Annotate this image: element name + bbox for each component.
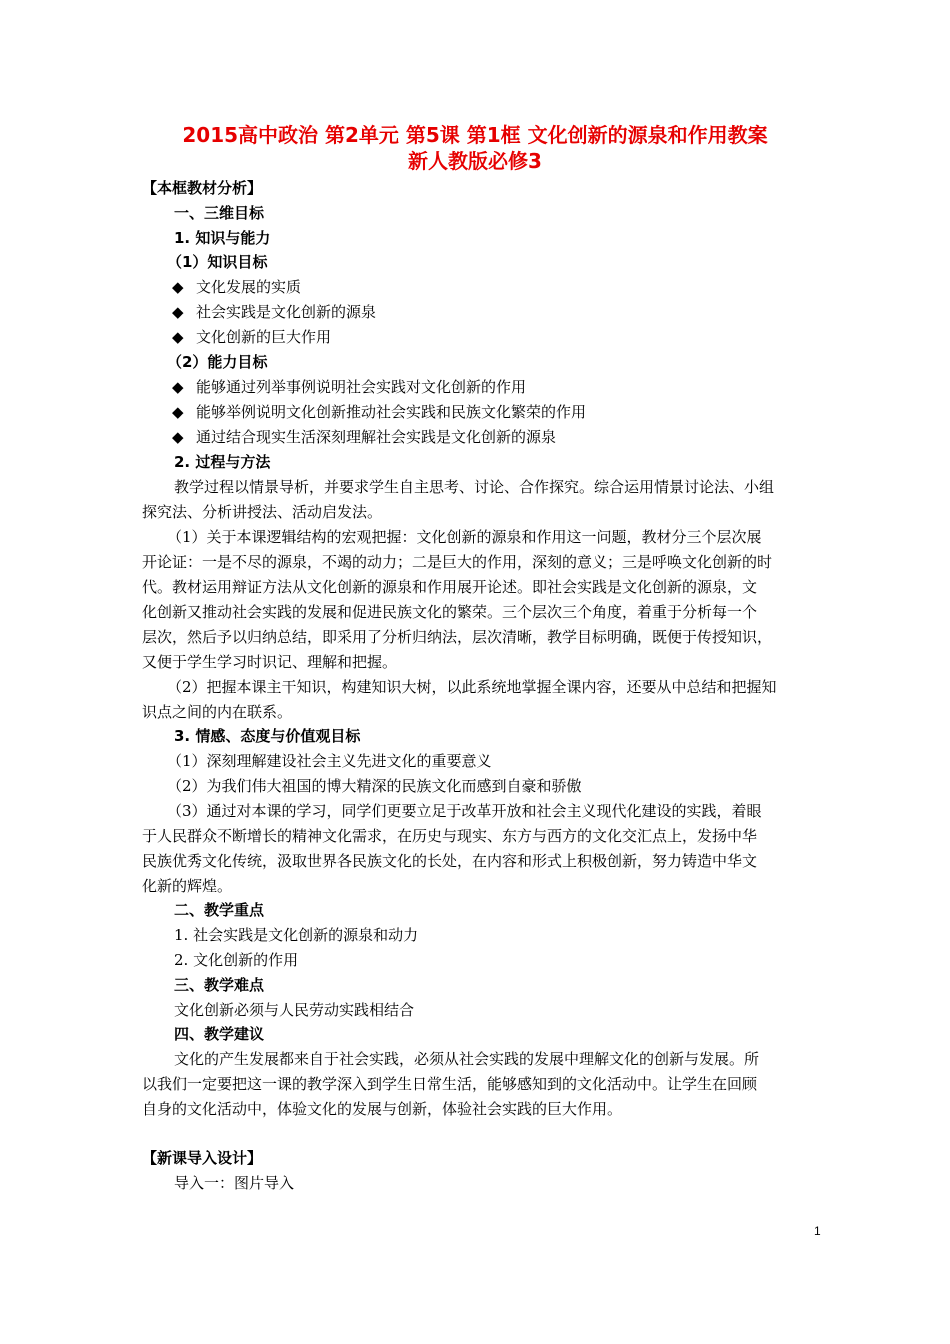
paragraph-line: （2）为我们伟大祖国的博大精深的民族文化而感到自豪和骄傲: [167, 777, 582, 795]
diamond-bullet-icon: ◆: [172, 278, 184, 296]
paragraph-line: 代。教材运用辩证方法从文化创新的源泉和作用展开论述。即社会实践是文化创新的源泉，文: [142, 578, 758, 596]
paragraph-line: 教学过程以情景导析，并要求学生自主思考、讨论、合作探究。综合运用情景讨论法、小组: [174, 478, 775, 496]
paragraph-line: 又便于学生学习时识记、理解和把握。: [142, 653, 398, 671]
paragraph-line: （1）关于本课逻辑结构的宏观把握：文化创新的源泉和作用这一问题，教材分三个层次展: [167, 528, 762, 546]
section-heading-difficulties: 三、教学难点: [174, 976, 265, 994]
diamond-bullet-icon: ◆: [172, 303, 184, 321]
paragraph-line: 文化创新必须与人民劳动实践相结合: [174, 1001, 415, 1019]
document-title-line2: 新人教版必修3: [408, 149, 542, 173]
subsection-knowledge-ability: 1. 知识与能力: [174, 229, 271, 247]
section-heading-key-points: 二、教学重点: [174, 901, 265, 919]
intro-heading: 【新课导入设计】: [142, 1149, 263, 1167]
list-item: ◆ 能够举例说明文化创新推动社会实践和民族文化繁荣的作用: [172, 403, 587, 421]
paragraph-line: 开论证：一是不尽的源泉，不竭的动力；二是巨大的作用，深刻的意义；三是呼唤文化创新的时: [142, 553, 773, 571]
diamond-bullet-icon: ◆: [172, 428, 184, 446]
subsection-process-method: 2. 过程与方法: [174, 453, 271, 471]
paragraph-line: 化新的辉煌。: [142, 877, 233, 895]
subsection-values: 3. 情感、态度与价值观目标: [174, 727, 361, 745]
section-heading-goals: 一、三维目标: [174, 204, 265, 222]
paragraph-line: 探究法、分析讲授法、活动启发法。: [142, 503, 383, 521]
paragraph-line: 民族优秀文化传统，汲取世界各民族文化的长处，在内容和形式上积极创新，努力铸造中华文: [142, 852, 758, 870]
paragraph-line: 识点之间的内在联系。: [142, 703, 293, 721]
diamond-bullet-icon: ◆: [172, 378, 184, 396]
document-title-line1: 2015高中政治 第2单元 第5课 第1框 文化创新的源泉和作用教案: [182, 123, 768, 147]
paragraph-line: 于人民群众不断增长的精神文化需求，在历史与现实、东方与西方的文化交汇点上，发扬中华: [142, 827, 758, 845]
diamond-bullet-icon: ◆: [172, 328, 184, 346]
intro-line: 导入一：图片导入: [174, 1174, 295, 1192]
paragraph-line: 自身的文化活动中，体验文化的发展与创新，体验社会实践的巨大作用。: [142, 1100, 623, 1118]
ability-goal-label: （2）能力目标: [167, 353, 268, 371]
list-item: ◆ 文化发展的实质: [172, 278, 302, 296]
paragraph-line: 层次，然后予以归纳总结，即采用了分析归纳法，层次清晰，教学目标明确，既便于传授知识，: [142, 628, 773, 646]
knowledge-goal-label: （1）知识目标: [167, 253, 268, 271]
paragraph-line: 文化的产生发展都来自于社会实践，必须从社会实践的发展中理解文化的创新与发展。所: [174, 1050, 760, 1068]
diamond-bullet-icon: ◆: [172, 403, 184, 421]
list-item: 1. 社会实践是文化创新的源泉和动力: [174, 926, 419, 944]
list-item: ◆ 社会实践是文化创新的源泉: [172, 303, 377, 321]
page-number: 1: [814, 1224, 821, 1238]
list-item: ◆ 通过结合现实生活深刻理解社会实践是文化创新的源泉: [172, 428, 557, 446]
paragraph-line: （3）通过对本课的学习，同学们更要立足于改革开放和社会主义现代化建设的实践，着眼: [167, 802, 762, 820]
list-item: 2. 文化创新的作用: [174, 951, 299, 969]
section-heading-suggestions: 四、教学建议: [174, 1025, 265, 1043]
paragraph-line: （2）把握本课主干知识，构建知识大树，以此系统地掌握全课内容，还要从中总结和把握知: [167, 678, 777, 696]
paragraph-line: 化创新又推动社会实践的发展和促进民族文化的繁荣。三个层次三个角度，着重于分析每一个: [142, 603, 758, 621]
analysis-heading: 【本框教材分析】: [142, 179, 263, 197]
list-item: ◆ 能够通过列举事例说明社会实践对文化创新的作用: [172, 378, 527, 396]
paragraph-line: 以我们一定要把这一课的教学深入到学生日常生活，能够感知到的文化活动中。让学生在回顾: [142, 1075, 758, 1093]
paragraph-line: （1）深刻理解建设社会主义先进文化的重要意义: [167, 752, 492, 770]
list-item: ◆ 文化创新的巨大作用: [172, 328, 332, 346]
